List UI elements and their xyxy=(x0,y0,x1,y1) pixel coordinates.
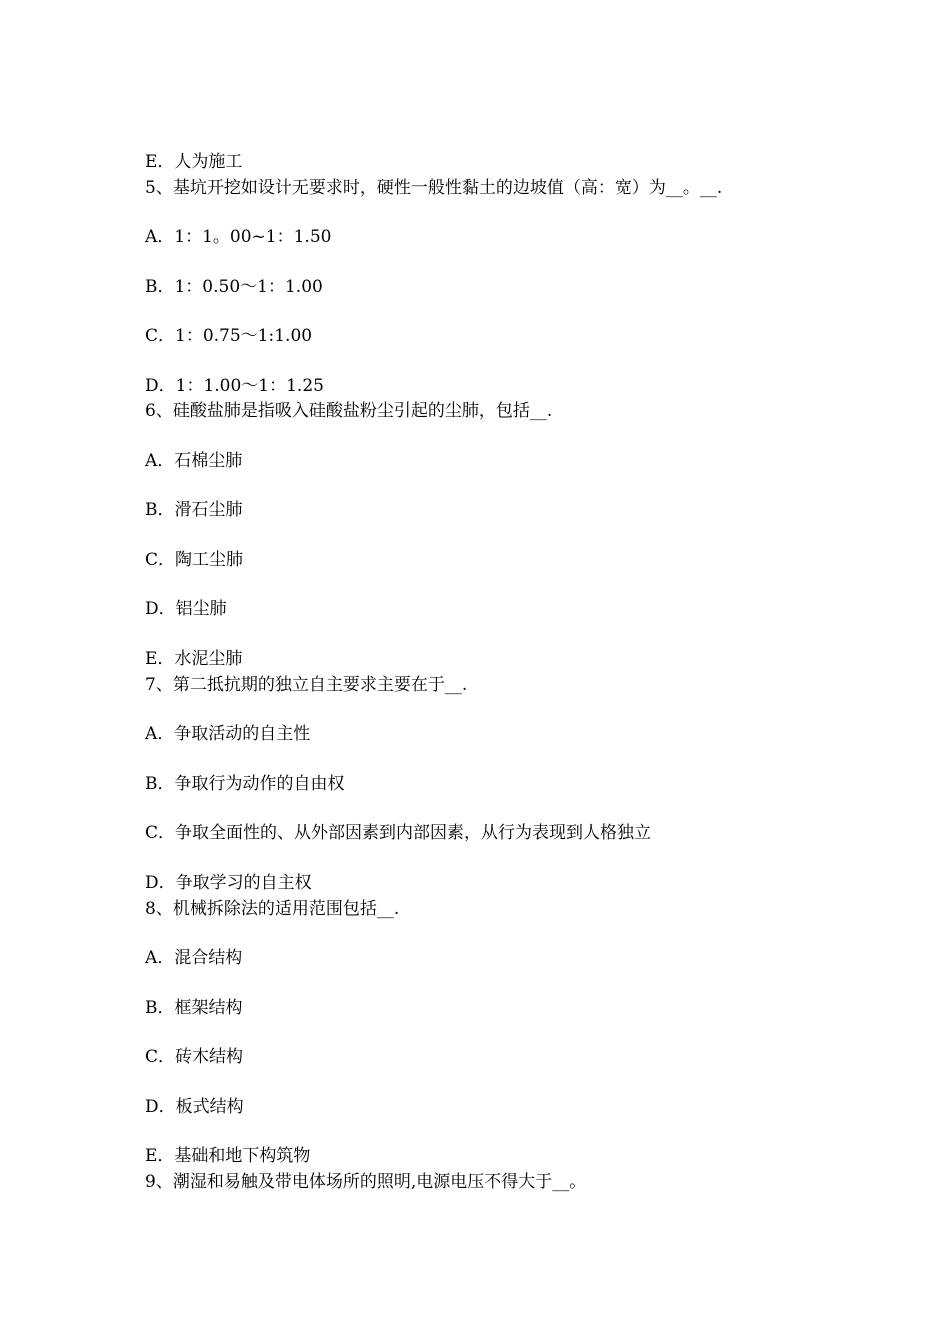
option-line: D．铝尘肺 xyxy=(145,599,227,619)
option-line: A．石棉尘肺 xyxy=(145,451,243,471)
option-line: E．人为施工 xyxy=(145,152,243,172)
option-line: D．1：1.00～1：1.25 xyxy=(145,376,324,396)
option-line: D．争取学习的自主权 xyxy=(145,873,312,893)
option-line: C．陶工尘肺 xyxy=(145,550,244,570)
option-line: C．争取全面性的、从外部因素到内部因素，从行为表现到人格独立 xyxy=(145,823,652,843)
option-line: E．水泥尘肺 xyxy=(145,649,243,669)
question-line: 9、潮湿和易触及带电体场所的照明,电源电压不得大于__。 xyxy=(145,1172,587,1192)
option-line: A．1：1。00~1：1.50 xyxy=(145,227,332,247)
option-line: A．混合结构 xyxy=(145,948,243,968)
option-line: C．1：0.75～1:1.00 xyxy=(145,326,313,346)
option-line: B．滑石尘肺 xyxy=(145,500,243,520)
option-line: B．框架结构 xyxy=(145,998,243,1018)
option-line: E．基础和地下构筑物 xyxy=(145,1146,311,1166)
option-line: B．争取行为动作的自由权 xyxy=(145,774,345,794)
question-line: 8、机械拆除法的适用范围包括__. xyxy=(145,899,400,919)
option-line: B．1：0.50～1：1.00 xyxy=(145,277,323,297)
question-line: 7、第二抵抗期的独立自主要求主要在于__. xyxy=(145,675,468,695)
option-line: D．板式结构 xyxy=(145,1097,244,1117)
option-line: C．砖木结构 xyxy=(145,1047,244,1067)
question-line: 6、硅酸盐肺是指吸入硅酸盐粉尘引起的尘肺，包括__. xyxy=(145,401,553,421)
question-line: 5、基坑开挖如设计无要求时，硬性一般性黏土的边坡值（高：宽）为__。__. xyxy=(145,178,723,198)
option-line: A．争取活动的自主性 xyxy=(145,724,311,744)
